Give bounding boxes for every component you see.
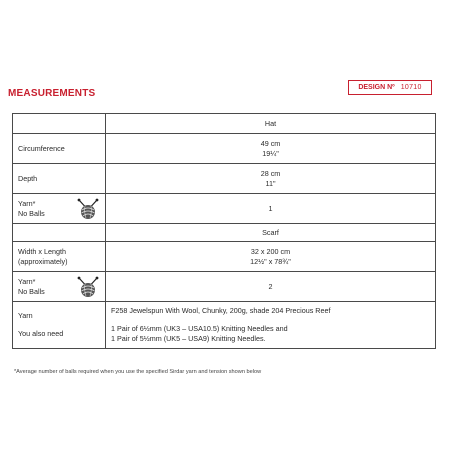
- scarf-size-label-cell: [13, 242, 106, 272]
- scarf-yarn-row: [13, 272, 436, 302]
- materials-label-cell: [13, 302, 106, 349]
- hat-balls-label: No Balls: [18, 208, 45, 218]
- design-label: DESIGN Nº: [358, 84, 395, 91]
- hat-yarn-label-cell: [13, 194, 106, 224]
- scarf-size-row: [13, 242, 436, 272]
- circumference-cm: 49 cm: [260, 138, 281, 148]
- circumference-value: [106, 134, 436, 164]
- yarn-ball-with-needles-icon: [76, 198, 100, 220]
- measurements-table: [12, 113, 436, 349]
- depth-cm: 28 cm: [260, 168, 281, 178]
- circumference-row: [13, 134, 436, 164]
- scarf-header: Scarf: [106, 224, 436, 242]
- circumference-in: 19¼": [262, 148, 279, 158]
- circumference-label: Circumference: [13, 134, 106, 164]
- depth-row: [13, 164, 436, 194]
- hat-yarn-label: Yarn*: [18, 198, 36, 208]
- depth-in: 11": [265, 178, 276, 188]
- scarf-yarn-label: Yarn*: [18, 276, 36, 286]
- you-also-need-label: You also need: [18, 329, 64, 338]
- page-title: MEASUREMENTS: [8, 88, 96, 99]
- scarf-header-row: [13, 224, 436, 242]
- hat-header-row: [13, 114, 436, 134]
- scarf-balls-value: 2: [106, 272, 436, 302]
- materials-value-cell: [106, 302, 436, 349]
- scarf-size-label: Width x Length: [18, 246, 66, 256]
- scarf-size-label-approx: (approximately): [18, 256, 68, 266]
- design-number: 10710: [400, 84, 422, 91]
- footnote: *Average number of balls required when you use the specified Sirdar yarn and tension shown below: [14, 369, 262, 375]
- scarf-size-cm: 32 x 200 cm: [250, 246, 291, 256]
- hat-yarn-row: [13, 194, 436, 224]
- scarf-balls-label: No Balls: [18, 286, 45, 296]
- needle-1: 1 Pair of 6½mm (UK3 – USA10.5) Knitting Needles and: [111, 324, 288, 334]
- empty-cell: [13, 114, 106, 134]
- scarf-size-in: 12½" x 78¾": [250, 256, 291, 266]
- depth-label: Depth: [13, 164, 106, 194]
- needle-2: 1 Pair of 5½mm (UK5 – USA9) Knitting Needles.: [111, 333, 266, 343]
- empty-cell: [13, 224, 106, 242]
- scarf-yarn-label-cell: [13, 272, 106, 302]
- design-number-box: [348, 80, 432, 95]
- yarn-ball-with-needles-icon: [76, 276, 100, 298]
- yarn-label: Yarn: [18, 311, 33, 321]
- scarf-size-value: [106, 242, 436, 272]
- depth-value: [106, 164, 436, 194]
- yarn-value: F258 Jewelspun With Wool, Chunky, 200g, shade 204 Precious Reef: [111, 306, 331, 316]
- materials-row: [13, 302, 436, 349]
- hat-header: Hat: [106, 114, 436, 134]
- hat-balls-value: 1: [106, 194, 436, 224]
